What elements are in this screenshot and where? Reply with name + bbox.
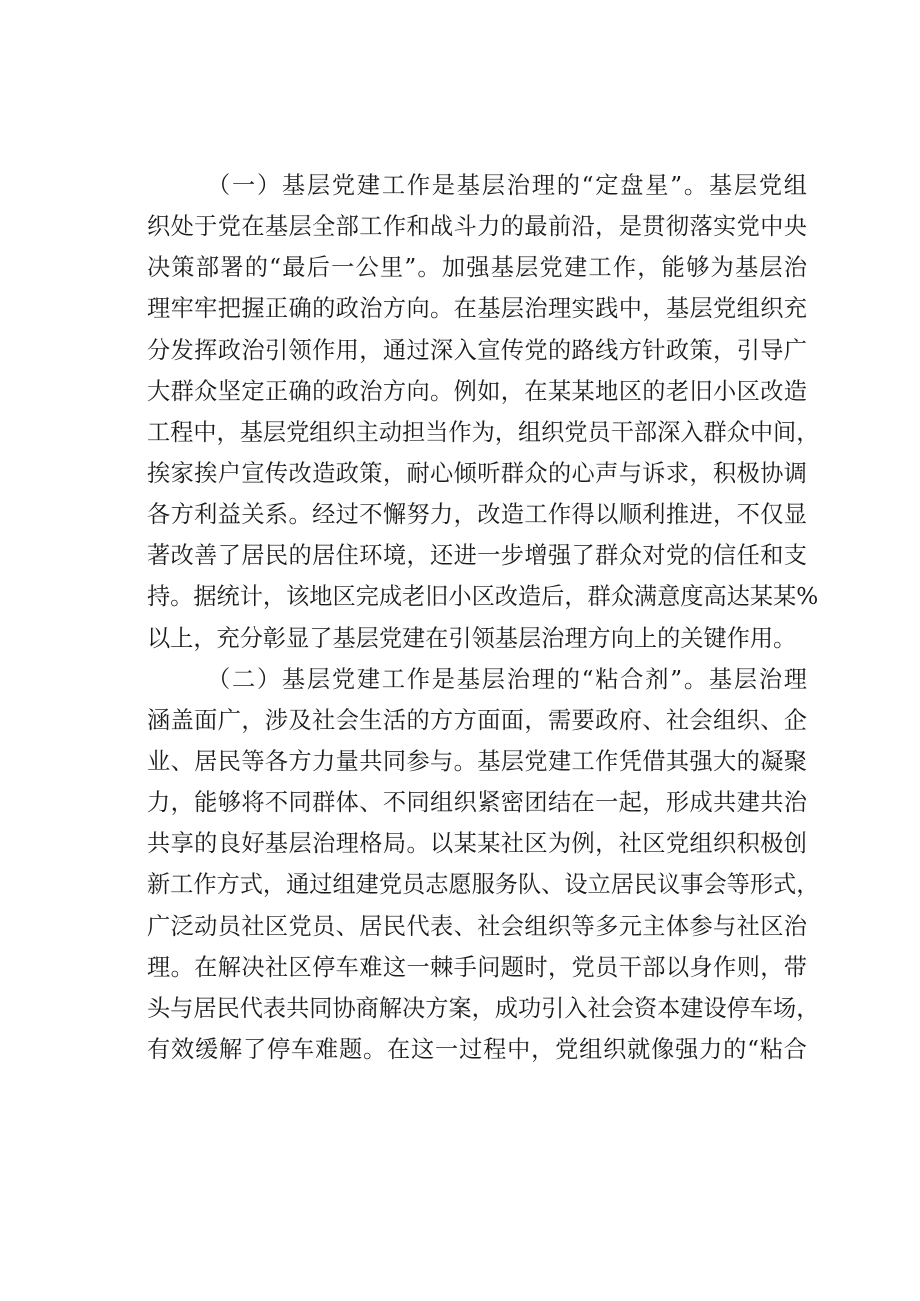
text-line: 织处于党在基层全部工作和战斗力的最前沿，是贯彻落实党中央 — [147, 213, 807, 241]
paragraph-1 — [147, 165, 820, 659]
text-line: 有效缓解了停车难题。在这一过程中，党组织就像强力的“粘合 — [147, 1035, 807, 1063]
text-line: 挨家挨户宣传改造政策，耐心倾听群众的心声与诉求，积极协调 — [147, 459, 807, 487]
text-line: 工程中，基层党组织主动担当作为，组织党员干部深入群众中间， — [147, 418, 820, 446]
text-line: 涵盖面广，涉及社会生活的方方面面，需要政府、社会组织、企 — [147, 706, 807, 734]
text-line: 广泛动员社区党员、居民代表、社会组织等多元主体参与社区治 — [147, 912, 807, 940]
text-line: 决策部署的“最后一公里”。加强基层党建工作，能够为基层治 — [147, 254, 807, 282]
text-line: 业、居民等各方力量共同参与。基层党建工作凭借其强大的凝聚 — [147, 747, 807, 775]
paragraph-2 — [147, 659, 820, 1070]
text-line: 新工作方式，通过组建党员志愿服务队、设立居民议事会等形式， — [147, 871, 820, 899]
text-line: 持。据统计，该地区完成老旧小区改造后，群众满意度高达某某% — [147, 583, 819, 611]
text-line: 各方利益关系。经过不懈努力，改造工作得以顺利推进，不仅显 — [147, 501, 807, 529]
text-line: 头与居民代表共同协商解决方案，成功引入社会资本建设停车场， — [147, 994, 820, 1022]
text-line: 力，能够将不同群体、不同组织紧密团结在一起，形成共建共治 — [147, 789, 807, 817]
text-line: （一）基层党建工作是基层治理的“定盘星”。基层党组 — [207, 172, 807, 199]
text-line: 理。在解决社区停车难这一棘手问题时，党员干部以身作则，带 — [147, 953, 807, 981]
text-line: 大群众坚定正确的政治方向。例如，在某某地区的老旧小区改造 — [147, 377, 807, 405]
body-text — [147, 165, 820, 1070]
text-line: 以上，充分彰显了基层党建在引领基层治理方向上的关键作用。 — [147, 624, 797, 652]
text-line: 著改善了居民的居住环境，还进一步增强了群众对党的信任和支 — [147, 542, 807, 570]
text-line: 共享的良好基层治理格局。以某某社区为例，社区党组织积极创 — [147, 830, 807, 858]
text-line: 理牢牢把握正确的政治方向。在基层治理实践中，基层党组织充 — [147, 295, 807, 323]
text-line: （二）基层党建工作是基层治理的“粘合剂”。基层治理 — [207, 665, 807, 693]
text-line: 分发挥政治引领作用，通过深入宣传党的路线方针政策，引导广 — [147, 336, 807, 364]
